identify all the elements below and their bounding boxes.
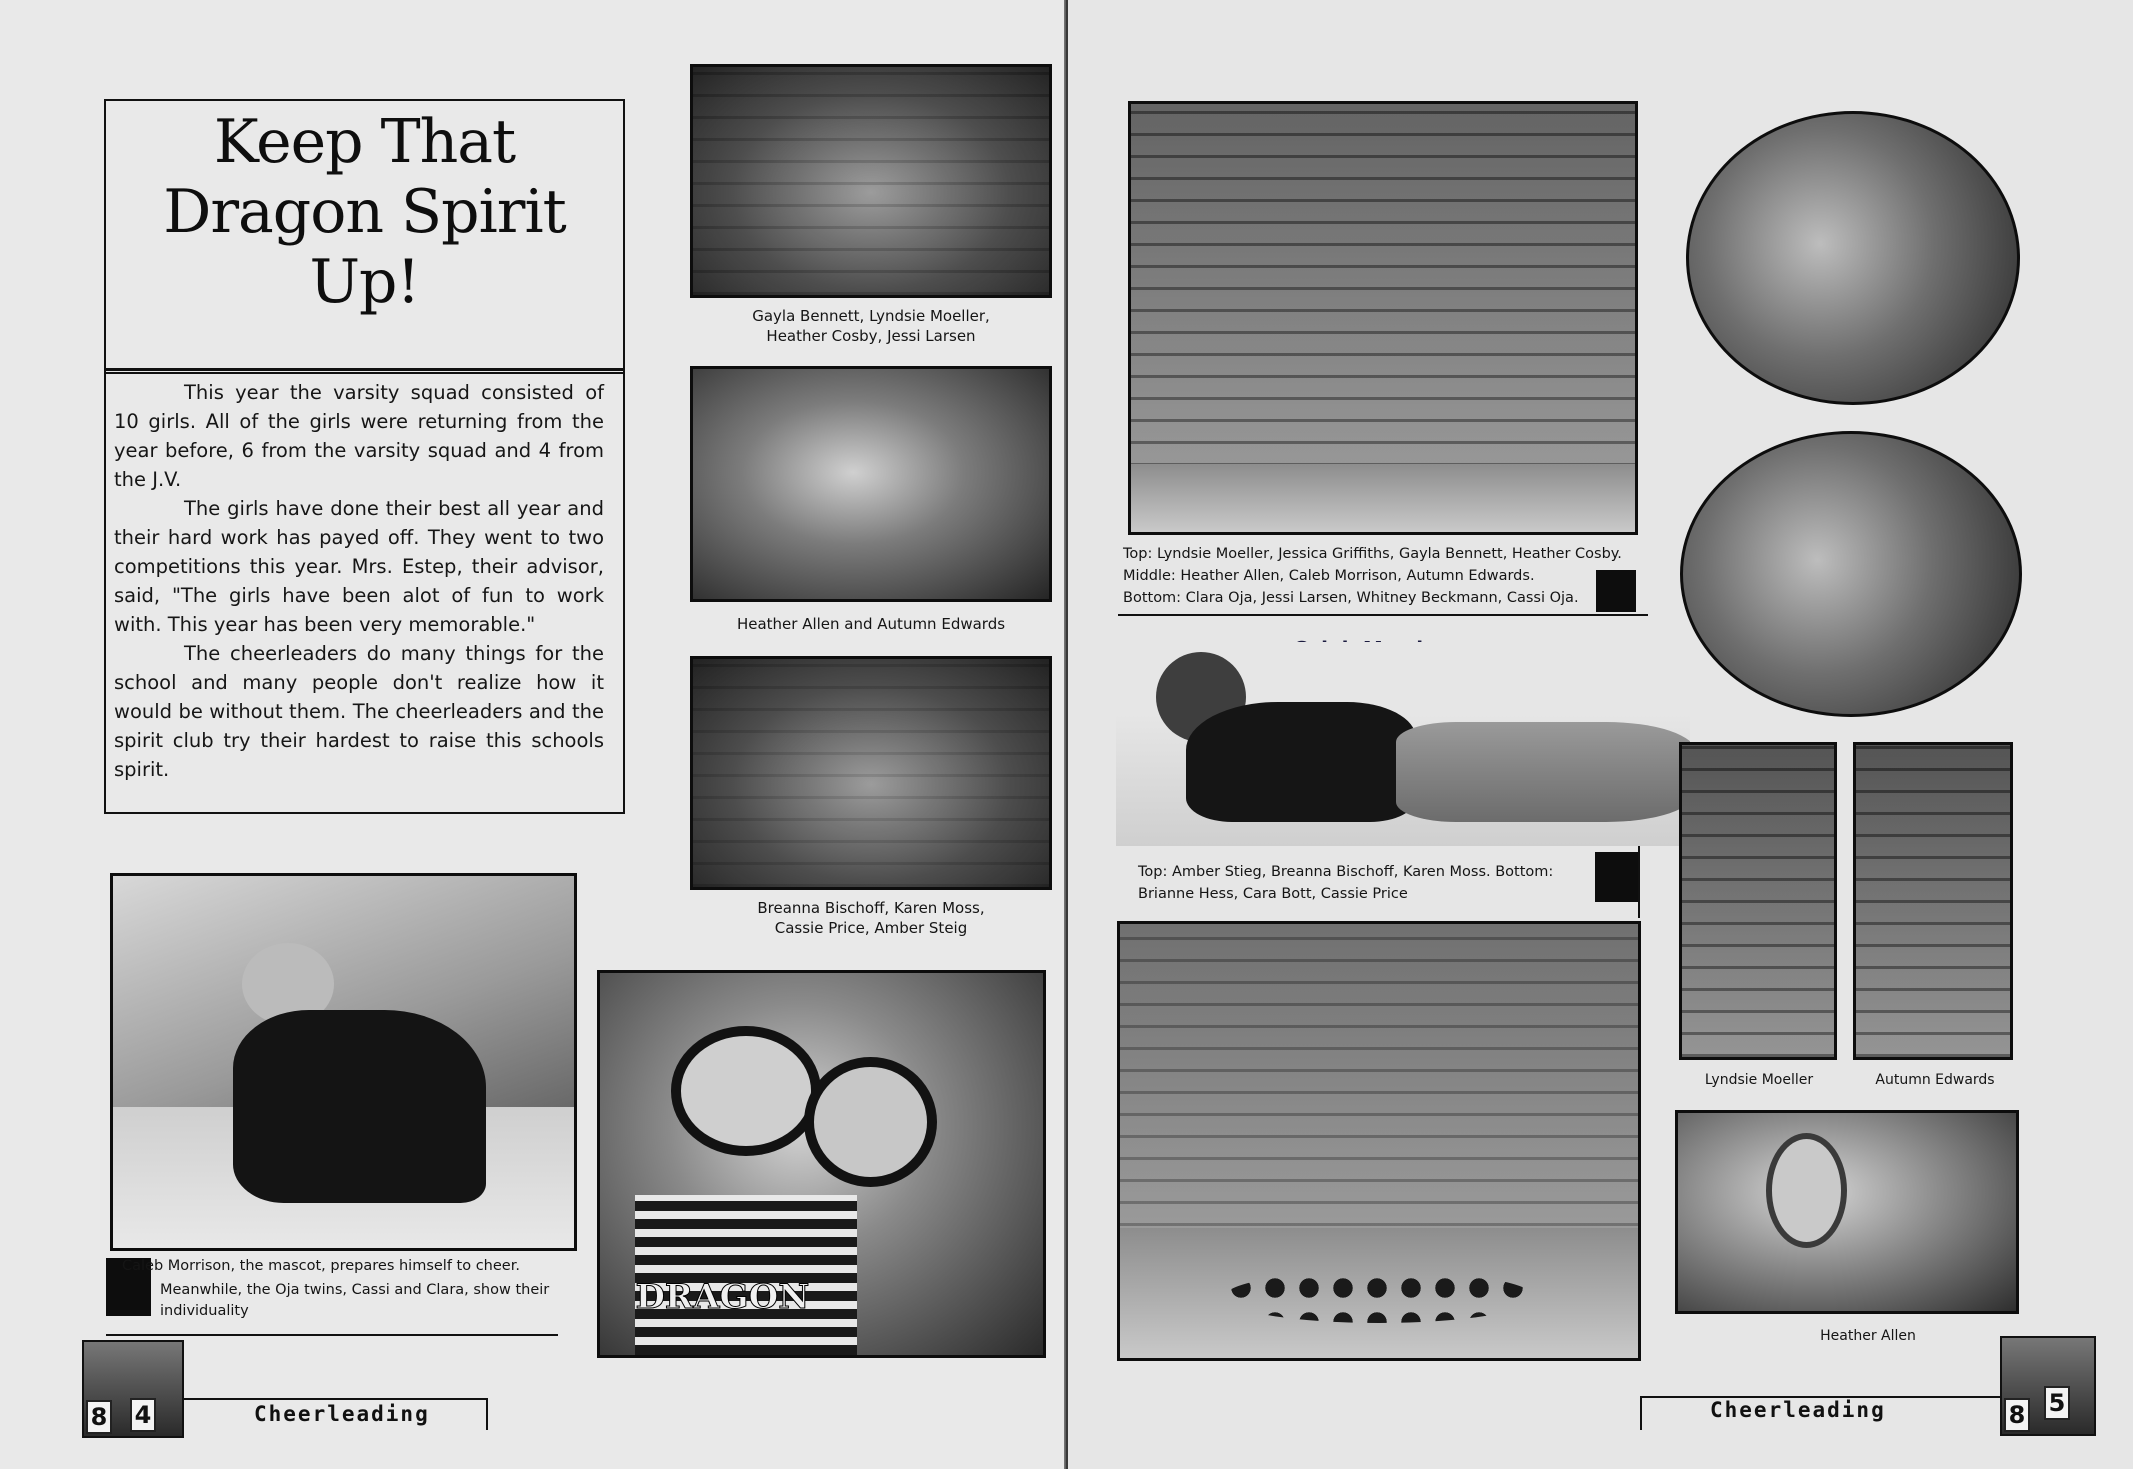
photo-heather-autumn — [690, 366, 1052, 602]
photo-jv-group — [1117, 921, 1641, 1361]
group-caption-block — [1596, 570, 1636, 612]
photo-mascot-prepares — [110, 873, 577, 1251]
story-paragraph-3: The cheerleaders do many things for the school and many people don't realize how it would be without them. The cheerleaders and the spirit club try their hardest to raise this schools spirit. — [114, 642, 604, 781]
caption-mascot-line-1: Caleb Morrison, the mascot, prepares himself to cheer. — [122, 1258, 520, 1274]
story-text — [114, 378, 604, 784]
folio-digit-1: 8 — [86, 1400, 112, 1434]
photo-oja-twins — [597, 970, 1046, 1358]
group-caption-underline — [1118, 614, 1648, 616]
photo-heather-allen — [1675, 1110, 2019, 1314]
caption-jv-line-1: Top: Amber Stieg, Breanna Bischoff, Karen Moss. Bottom: — [1138, 864, 1554, 880]
photo-mascot-lying — [1116, 642, 1690, 846]
folio-rule-start — [1640, 1396, 1642, 1430]
jv-caption-block — [1595, 852, 1639, 902]
caption-lyndsie: Lyndsie Moeller — [1704, 1072, 1814, 1088]
folio-digit-1: 8 — [2004, 1398, 2030, 1432]
story-rule — [104, 368, 625, 371]
folio-digit-2: 5 — [2044, 1386, 2070, 1420]
folio-rule-end — [486, 1398, 488, 1430]
headline-box — [104, 99, 625, 374]
folio-section-label: Cheerleading — [254, 1402, 430, 1426]
left-page — [0, 0, 1064, 1469]
story-paragraph-2: The girls have done their best all year and their hard work has payed off. They went to two competitions this year. Mrs. Estep, their advisor, said, "The girls have been alot of fun to work with. This year has been very memorable." — [114, 497, 604, 636]
caption-group-middle: Middle: Heather Allen, Caleb Morrison, Autumn Edwards. — [1123, 568, 1535, 584]
headline-line-2: Dragon Spirit — [163, 177, 566, 247]
folio-digit-2: 4 — [130, 1398, 156, 1432]
photo-autumn-edwards — [1853, 742, 2013, 1060]
folio-rule — [184, 1398, 488, 1400]
headline-line-1: Keep That — [213, 107, 516, 177]
folio-rule — [1640, 1396, 2000, 1398]
headline-line-3: Up! — [309, 247, 420, 317]
caption-group-top: Top: Lyndsie Moeller, Jessica Griffiths, Gayla Bennett, Heather Cosby. — [1123, 546, 1622, 562]
photo-lyndsie-moeller — [1679, 742, 1837, 1060]
folio-section-label: Cheerleading — [1710, 1398, 1886, 1422]
caption-heather: Heather Allen — [1820, 1328, 1916, 1344]
caption-autumn: Autumn Edwards — [1875, 1072, 1995, 1088]
pom-poms — [1224, 1271, 1535, 1323]
uniform-text-dragons: DRAGON — [635, 1276, 810, 1317]
story-paragraph-1: This year the varsity squad consisted of 10 girls. All of the girls were returning from the year before, 6 from the varsity squad and 4 from the J.V. — [114, 381, 604, 491]
page-headline — [106, 107, 623, 317]
caption-photo-2: Heather Allen and Autumn Edwards — [736, 615, 1006, 633]
caption-photo-1: Gayla Bennett, Lyndsie Moeller, Heather Cosby, Jessi Larsen — [752, 307, 990, 345]
photo-four-cheerleaders-mhs — [690, 656, 1052, 890]
caption-jv-line-2: Brianne Hess, Cara Bott, Cassie Price — [1138, 886, 1408, 902]
jv-caption-rule — [1638, 846, 1640, 918]
caption-photo-3: Breanna Bischoff, Karen Moss, Cassie Price, Amber Steig — [757, 899, 985, 937]
photo-varsity-group — [1128, 101, 1638, 535]
photo-four-cheerleaders-medals — [690, 64, 1052, 298]
caption-underline — [106, 1334, 558, 1336]
caption-group-bottom: Bottom: Clara Oja, Jessi Larsen, Whitney Beckmann, Cassi Oja. — [1123, 590, 1579, 606]
photo-circle-md-sweatshirt — [1686, 111, 2020, 405]
photo-circle-cheer-face — [1680, 431, 2022, 717]
caption-mascot-line-2: Meanwhile, the Oja twins, Cassi and Clara, show their individuality — [160, 1282, 550, 1319]
right-page — [1068, 0, 2133, 1469]
